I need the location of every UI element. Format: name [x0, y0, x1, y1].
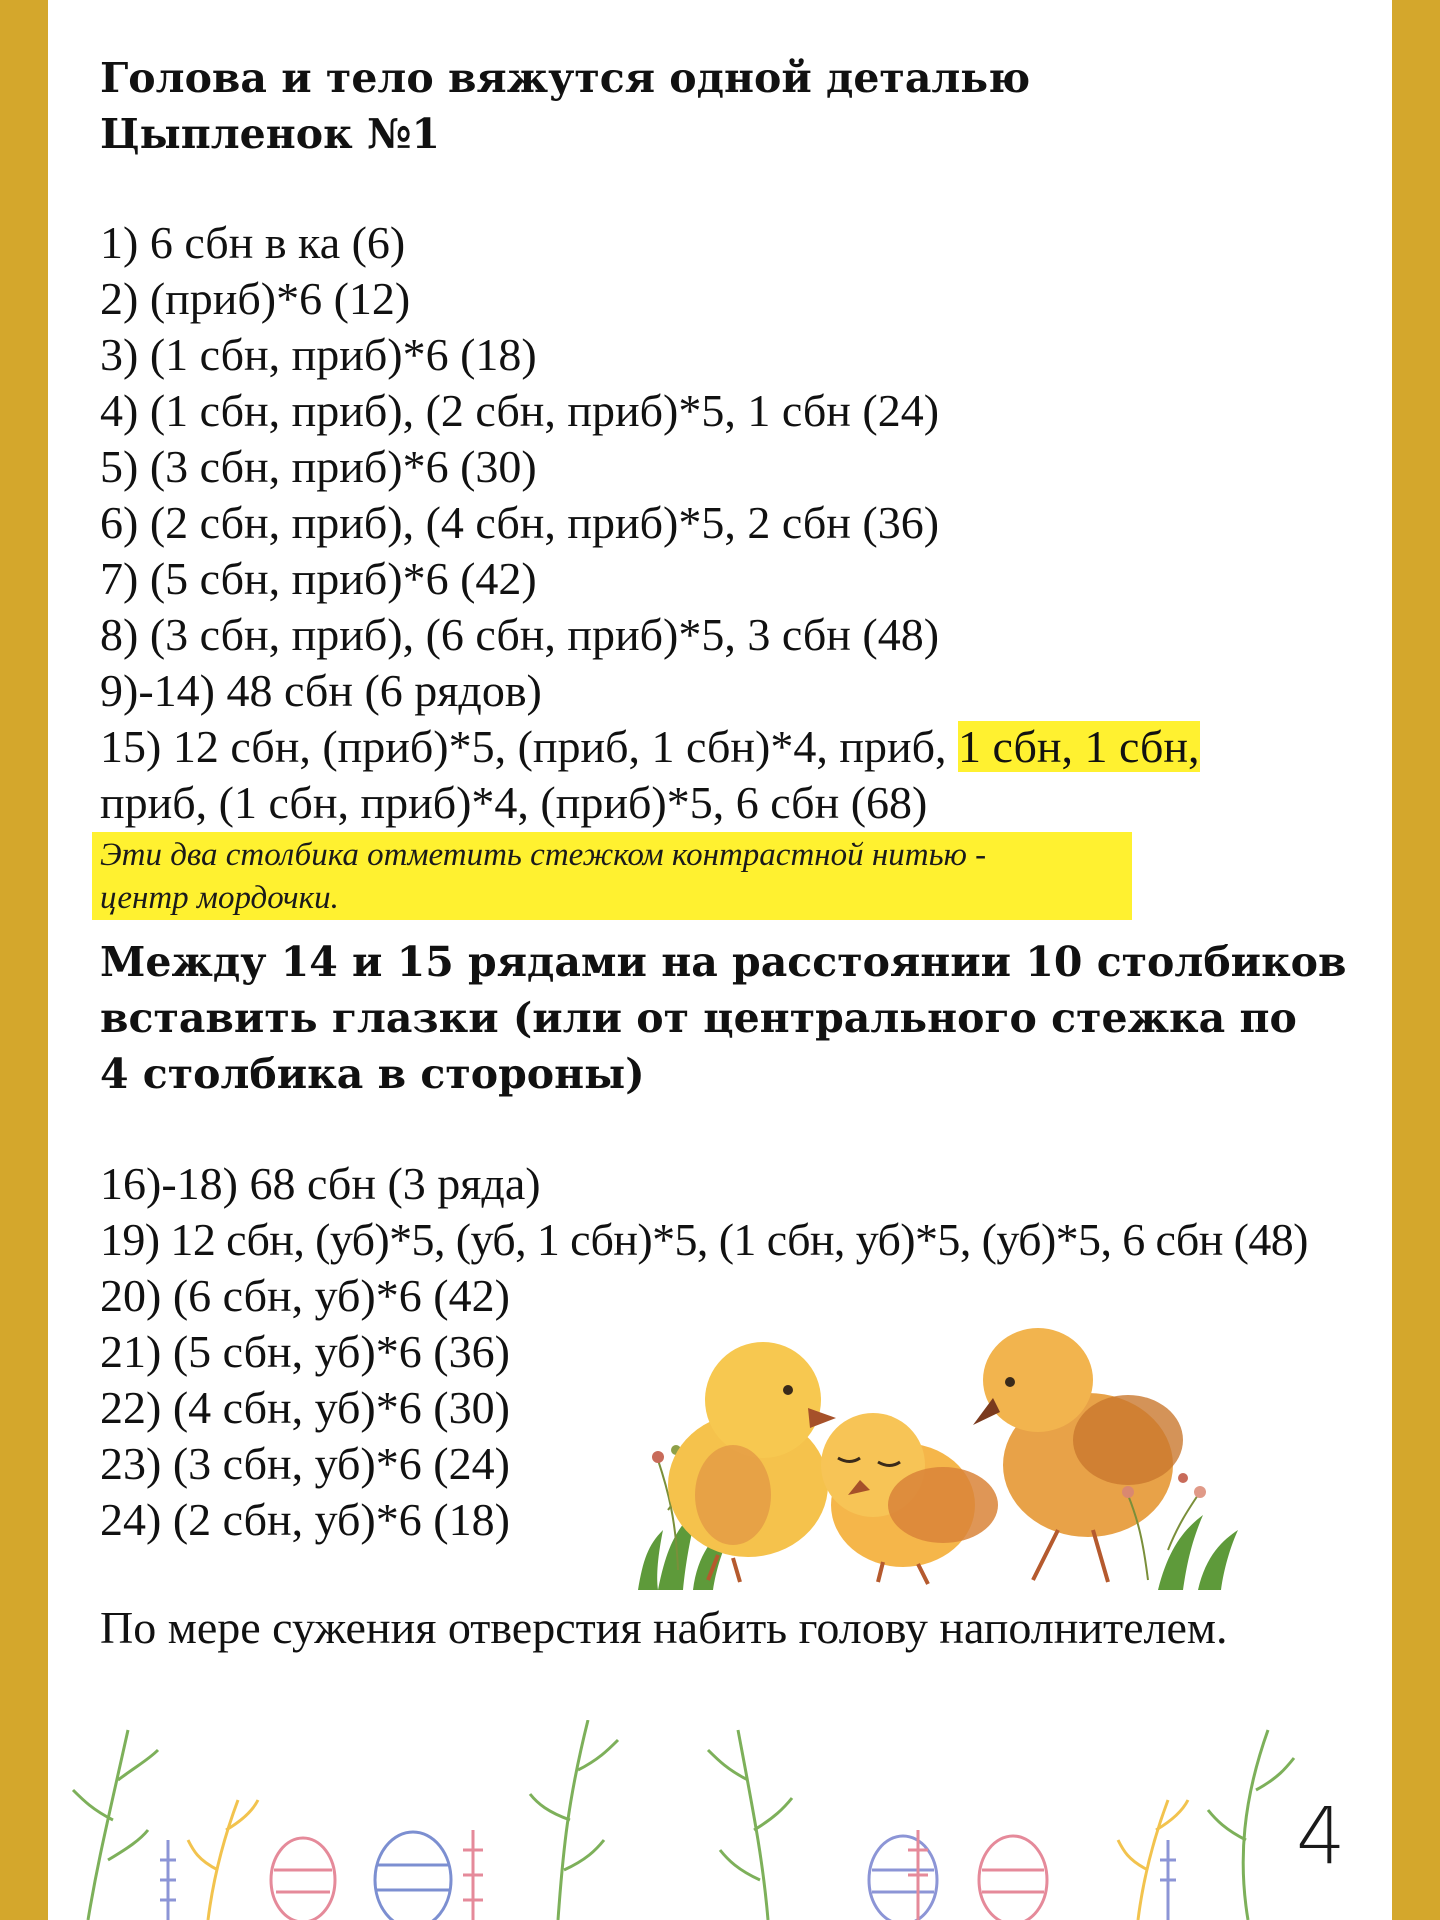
pattern-row: 6) (2 сбн, приб), (4 сбн, приб)*5, 2 сбн (36) [100, 497, 940, 548]
egg-blue [375, 1832, 451, 1920]
eyes-instruction-3: 4 столбика в стороны) [100, 1050, 645, 1098]
page-number: 4 [1296, 1792, 1346, 1882]
pattern-row-15-cont: приб, (1 сбн, приб)*4, (приб)*5, 6 сбн (68) [100, 777, 928, 828]
highlighted-note [92, 832, 1132, 920]
egg-pink [271, 1838, 335, 1920]
pattern-row: 2) (приб)*6 (12) [100, 273, 411, 324]
pattern-row-15 [100, 719, 1200, 775]
berry [1122, 1486, 1134, 1498]
pattern-row: 23) (3 сбн, уб)*6 (24) [100, 1438, 510, 1489]
pattern-row: 21) (5 сбн, уб)*6 (36) [100, 1326, 510, 1377]
pattern-row: 22) (4 сбн, уб)*6 (30) [100, 1382, 510, 1433]
title-line-2: Цыпленок №1 [100, 110, 441, 158]
row15-highlight: 1 сбн, 1 сбн, [958, 721, 1200, 772]
eyes-instruction-1: Между 14 и 15 рядами на расстоянии 10 столбиков [100, 938, 1347, 986]
pattern-row: 5) (3 сбн, приб)*6 (30) [100, 441, 537, 492]
chick-middle [821, 1413, 998, 1584]
egg-coral [979, 1836, 1047, 1920]
rows-1-14 [100, 215, 1200, 831]
pattern-row: 8) (3 сбн, приб), (6 сбн, приб)*5, 3 сбн (48) [100, 609, 940, 660]
pattern-row: 9)-14) 48 сбн (6 рядов) [100, 665, 542, 716]
pattern-row: 24) (2 сбн, уб)*6 (18) [100, 1494, 510, 1545]
grass-right [1158, 1515, 1238, 1590]
chick-left [668, 1342, 836, 1582]
page [48, 0, 1392, 1920]
vine-branch [73, 1720, 1294, 1920]
pattern-row: 16)-18) 68 сбн (3 ряда) [100, 1158, 541, 1209]
chick-right [973, 1328, 1183, 1582]
pattern-row: 3) (1 сбн, приб)*6 (18) [100, 329, 537, 380]
easter-decoration [48, 1720, 1392, 1920]
note-line-1: Эти два столбика отметить стежком контрастной нитью - [100, 837, 987, 873]
pattern-row: 20) (6 сбн, уб)*6 (42) [100, 1270, 510, 1321]
berry [652, 1451, 664, 1463]
chicks-illustration [638, 1290, 1278, 1590]
row15-text: 15) 12 сбн, (приб)*5, (приб, 1 сбн)*4, приб, [100, 721, 959, 772]
pattern-row: 19) 12 сбн, (уб)*5, (уб, 1 сбн)*5, (1 сбн, уб)*5, (уб)*5, 6 сбн (48) [100, 1214, 1308, 1265]
final-instruction: По мере сужения отверстия набить голову наполнителем. [100, 1602, 1228, 1653]
title-line-1: Голова и тело вяжутся одной деталью [100, 54, 1031, 102]
pink-flowers [463, 1830, 928, 1920]
eyes-instruction-2: вставить глазки (или от центрального стежка по [100, 994, 1297, 1042]
pattern-row: 4) (1 сбн, приб), (2 сбн, приб)*5, 1 сбн (24) [100, 385, 940, 436]
berry [1178, 1473, 1188, 1483]
berry [1194, 1486, 1206, 1498]
pattern-row: 1) 6 сбн в ка (6) [100, 217, 406, 268]
note-line-2: центр мордочки. [100, 880, 339, 916]
pattern-row: 7) (5 сбн, приб)*6 (42) [100, 553, 537, 604]
